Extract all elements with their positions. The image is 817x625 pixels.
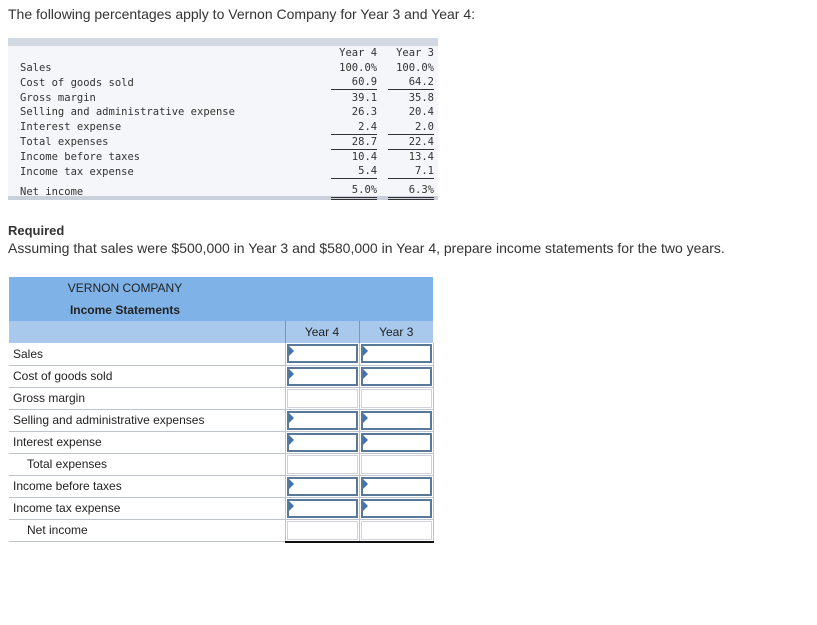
income-before-taxes-year4-input[interactable] <box>287 477 358 496</box>
selling-admin-year4-input[interactable] <box>287 411 358 430</box>
required-heading: Required <box>8 223 65 238</box>
column-header-row <box>9 321 433 343</box>
pct-row-gross-margin: Gross margin 39.1 35.8 <box>20 91 434 104</box>
statement-row-interest: Interest expense <box>9 431 433 453</box>
required-text: Assuming that sales were $500,000 in Year 3 and $580,000 in Year 4, prepare income statements for the two years. <box>8 240 725 256</box>
income-tax-year4-input[interactable] <box>287 499 358 518</box>
pct-row-interest: Interest expense 2.4 2.0 <box>20 120 434 134</box>
net-income-year3-input[interactable] <box>361 521 432 540</box>
col-header-year3: Year 3 <box>359 321 433 343</box>
sales-year4-input[interactable] <box>287 344 358 363</box>
pct-row-cogs: Cost of goods sold 60.9 64.2 <box>20 76 434 89</box>
interest-year4-input[interactable] <box>287 433 358 452</box>
pct-row-net-income: Net income 5.0% 6.3% <box>16 183 438 200</box>
input-marker-icon <box>289 413 294 423</box>
statement-row-total-expenses: Total expenses <box>9 453 433 475</box>
input-marker-icon <box>363 413 368 423</box>
statement-row-gross-margin: Gross margin <box>9 387 433 409</box>
income-statement-table <box>9 277 434 543</box>
pct-row-selling-admin: Selling and administrative expense 26.3 20.4 <box>20 106 434 119</box>
company-name: VERNON COMPANY <box>9 277 433 299</box>
input-marker-icon <box>363 369 368 379</box>
pct-row-total-expenses: Total expenses 28.7 22.4 <box>20 135 434 149</box>
input-marker-icon <box>363 479 368 489</box>
cogs-year3-input[interactable] <box>361 367 432 386</box>
statement-title: Income Statements <box>9 299 433 321</box>
gross-margin-year4-input[interactable] <box>287 389 358 408</box>
income-before-taxes-year3-input[interactable] <box>361 477 432 496</box>
statement-row-net-income: Net income <box>9 519 433 542</box>
pct-row-income-tax: Income tax expense 5.4 7.1 <box>20 165 434 178</box>
intro-text: The following percentages apply to Vernon Company for Year 3 and Year 4: <box>8 6 475 22</box>
total-expenses-year3-input[interactable] <box>361 455 432 474</box>
col-header-year4: Year 4 <box>285 321 359 343</box>
input-marker-icon <box>289 369 294 379</box>
pct-col-year4: Year 4 <box>339 47 378 60</box>
input-marker-icon <box>363 346 368 356</box>
input-marker-icon <box>289 501 294 511</box>
sales-year3-input[interactable] <box>361 344 432 363</box>
interest-year3-input[interactable] <box>361 433 432 452</box>
input-marker-icon <box>289 346 294 356</box>
total-expenses-year4-input[interactable] <box>287 455 358 474</box>
net-income-year4-input[interactable] <box>287 521 358 540</box>
pct-row-income-before-taxes: Income before taxes 10.4 13.4 <box>20 151 434 164</box>
percentages-table <box>16 46 438 200</box>
input-marker-icon <box>363 501 368 511</box>
selling-admin-year3-input[interactable] <box>361 411 432 430</box>
input-marker-icon <box>289 479 294 489</box>
pct-row-sales: Sales 100.0% 100.0% <box>20 62 434 75</box>
cogs-year4-input[interactable] <box>287 367 358 386</box>
input-marker-icon <box>363 435 368 445</box>
percentages-panel <box>8 38 438 200</box>
statement-row-income-tax: Income tax expense <box>9 497 433 519</box>
pct-header-row <box>16 46 438 61</box>
income-tax-year3-input[interactable] <box>361 499 432 518</box>
statement-row-income-before-taxes: Income before taxes <box>9 475 433 497</box>
statement-row-sales: Sales <box>9 343 433 365</box>
statement-row-selling-admin: Selling and administrative expenses <box>9 409 433 431</box>
statement-row-cogs: Cost of goods sold <box>9 365 433 387</box>
gross-margin-year3-input[interactable] <box>361 389 432 408</box>
input-marker-icon <box>289 435 294 445</box>
pct-col-year3: Year 3 <box>396 47 434 60</box>
